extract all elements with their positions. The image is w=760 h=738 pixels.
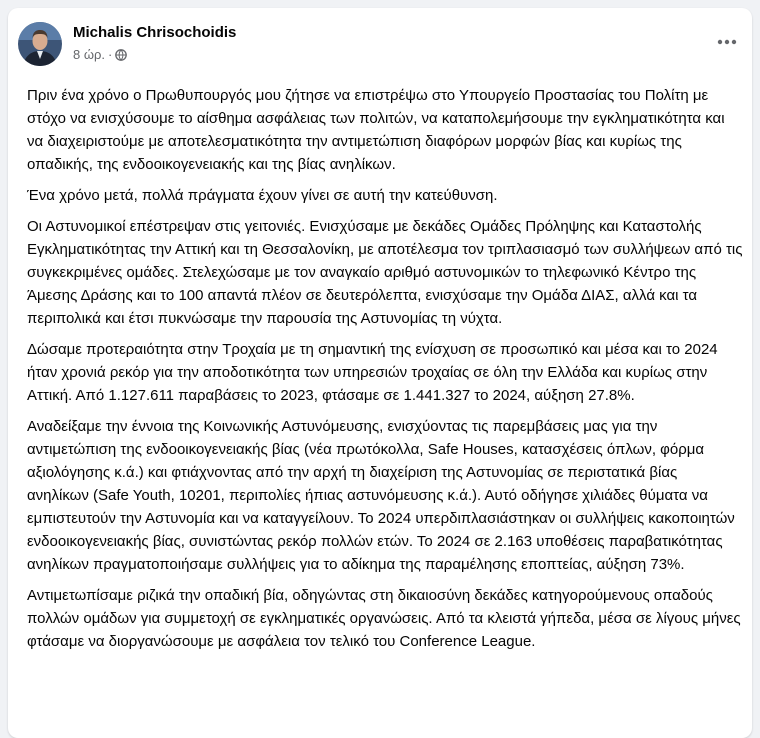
- post-card: [8, 8, 752, 738]
- post-paragraph: Πριν ένα χρόνο ο Πρωθυπουργός μου ζήτησε να επιστρέψω στο Υπουργείο Προστασίας του Πολίτη με στόχο να ενισχύσουμε το αίσθημα ασφάλειας των πολιτών, να καταπολεμήσουμε την εγκληματικότητα και να διαχειριστούμε με αποτελεσματικότητα την αντιμετώπιση διαφόρων μορφών βίας και κυρίως της οπαδικής, της ενδοοικογενειακής και της βίας ανηλίκων.: [27, 87, 725, 173]
- post-paragraph: Δώσαμε προτεραιότητα στην Τροχαία με τη σημαντική της ενίσχυση σε προσωπικό και μέσα και το 2024 ήταν χρονιά ρεκόρ για την αποδοτικότητα των υπηρεσιών τροχαίας σε όλη την Ελλάδα και κυρίως στην Αττική. Από 1.127.611 παραβάσεις το 2023, φτάσαμε σε 1.441.327 το 2024, αύξηση 27.8%.: [27, 341, 718, 404]
- more-horizontal-icon[interactable]: [712, 30, 742, 54]
- author-name[interactable]: Michalis Chrisochoidis: [73, 24, 237, 41]
- post-paragraph: Οι Αστυνομικοί επέστρεψαν στις γειτονιές. Ενισχύσαμε με δεκάδες Ομάδες Πρόληψης και Καταστολής Εγκληματικότητας την Αττική και τη Θεσσαλονίκη, με αποτέλεσμα τον τριπλασιασμό των συλλήψεων από τις συγκεκριμένες ομάδες. Στελεχώσαμε με τον αναγκαίο αριθμό αστυνομικών το τηλεφωνικό Κέντρο της Άμεσης Δράσης και το 100 απαντά πλέον σε δευτερόλεπτα, ενισχύσαμε την Ομάδα ΔΙΑΣ, αλλά και τα περιπολικά και έτσι πυκνώσαμε την παρουσία της Αστυνομίας τη νύχτα.: [27, 218, 743, 327]
- post-header: [18, 22, 742, 66]
- post-paragraph: Αντιμετωπίσαμε ριζικά την οπαδική βία, οδηγώντας στη δικαιοσύνη δεκάδες κατηγορούμενους οπαδούς πολλών ομάδων για συμμετοχή σε εγκληματικές οργανώσεις. Από τα κλειστά γήπεδα, μέσα σε λίγους μήνες φτάσαμε να διοργανώσουμε με ασφάλεια τον τελικό του Conference League.: [27, 587, 741, 650]
- post-paragraph: Ένα χρόνο μετά, πολλά πράγματα έχουν γίνει σε αυτή την κατεύθυνση.: [27, 187, 498, 204]
- post-paragraph: Αναδείξαμε την έννοια της Κοινωνικής Αστυνόμευσης, ενισχύοντας τις παρεμβάσεις μας για την αντιμετώπιση της ενδοοικογενειακής βίας (νέα πρωτόκολλα, Safe Houses, κατασχέσεις όπλων, φόρμα αξιολόγησης κ.ά.) και φτιάχνοντας από την αρχή τη διαχείριση της Αστυνομίας σε περιστατικά βίας ανηλίκων (Safe Youth, 10201, περιπολίες ήπιας αστυνόμευσης κ.ά.). Αυτό οδήγησε χιλιάδες θύματα να εμπιστευτούν την Αστυνομία και να καταγγείλουν. Το 2024 υπερδιπλασιάστηκαν οι συλλήψεις κακοποιητών ενδοοικογενειακής βίας, συνιστώντας ρεκόρ πολλών ετών. Το 2024 σε 2.163 υποθέσεις παραβατικότητας ανηλίκων πραγματοποιήσαμε συλλήψεις για το αδίκημα της παραμέλησης εποπτείας, αύξηση 73%.: [27, 418, 735, 573]
- globe-icon: [115, 49, 127, 61]
- avatar-image: [18, 22, 62, 66]
- post-meta: [73, 47, 127, 62]
- post-text: [27, 84, 743, 661]
- post-time[interactable]: 8 ώρ.: [73, 47, 105, 62]
- meta-separator: ·: [108, 47, 113, 62]
- avatar[interactable]: [18, 22, 62, 66]
